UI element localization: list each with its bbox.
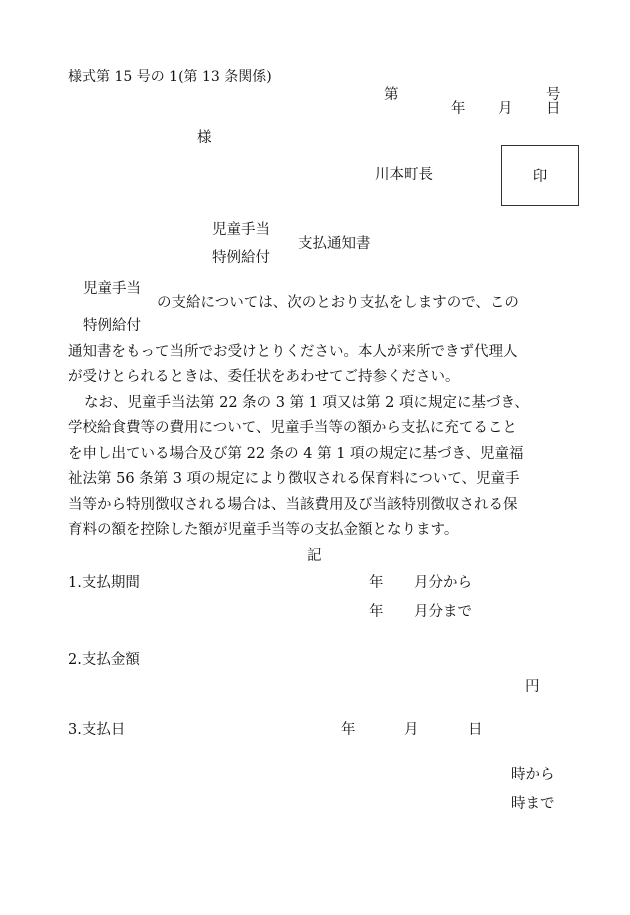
seal-label: 印 xyxy=(532,169,548,185)
issue-date-day: 日 xyxy=(546,101,561,117)
note-line-3: を申し出ている場合及び第 22 条の 4 第 1 項の規定に基づき、児童福 xyxy=(68,446,524,462)
intro-line-3: が受けとられるときは、委任状をあわせてご持参ください。 xyxy=(68,369,460,385)
note-line-6: 育料の額を控除した額が児童手当等の支払金額となります。 xyxy=(68,522,459,538)
issuer-name: 川本町長 xyxy=(375,167,433,183)
addressee-suffix: 様 xyxy=(197,130,212,146)
time-from: 時から xyxy=(511,767,555,783)
intro-line-1: の支給については、次のとおり支払をしますので、この xyxy=(157,295,519,311)
payment-date-label: 3.支払日 xyxy=(68,722,126,738)
ki-heading: 記 xyxy=(307,548,322,564)
seal-box xyxy=(501,145,579,206)
intro-special-benefit: 特例給付 xyxy=(83,318,141,334)
note-line-1: なお、児童手当法第 22 条の 3 第 1 項又は第 2 項に規定に基づき、 xyxy=(84,395,529,411)
payment-period-label: 1.支払期間 xyxy=(68,575,140,591)
title-main: 支払通知書 xyxy=(298,236,371,252)
time-to: 時まで xyxy=(511,796,555,812)
payment-date-month: 月 xyxy=(404,722,419,738)
document-number-prefix: 第 xyxy=(384,87,399,103)
amount-unit: 円 xyxy=(525,679,540,695)
issue-date-month: 月 xyxy=(498,101,513,117)
payment-date-day: 日 xyxy=(468,722,483,738)
form-number-label: 様式第 15 号の 1(第 13 条関係) xyxy=(68,69,272,85)
period-to-year: 年 xyxy=(369,604,384,620)
period-from-year: 年 xyxy=(369,575,384,591)
payment-amount-label: 2.支払金額 xyxy=(68,652,140,668)
issue-date-year: 年 xyxy=(451,101,466,117)
note-line-5: 当等から特別徴収される場合は、当該費用及び当該特別徴収される保 xyxy=(68,497,518,513)
document-number-suffix: 号 xyxy=(546,87,561,103)
intro-line-2: 通知書をもって当所でお受けとりください。本人が来所できず代理人 xyxy=(68,344,518,360)
period-to-month: 月分まで xyxy=(414,604,472,620)
payment-date-year: 年 xyxy=(341,722,356,738)
note-line-4: 祉法第 56 条第 3 項の規定により徴収される保育料について、児童手 xyxy=(68,471,520,487)
note-line-2: 学校給食費等の費用について、児童手当等の額から支払に充てること xyxy=(68,420,517,436)
intro-child-allowance: 児童手当 xyxy=(83,281,141,297)
title-special-benefit: 特例給付 xyxy=(212,250,270,266)
title-child-allowance: 児童手当 xyxy=(212,222,270,238)
period-from-month: 月分から xyxy=(414,575,472,591)
